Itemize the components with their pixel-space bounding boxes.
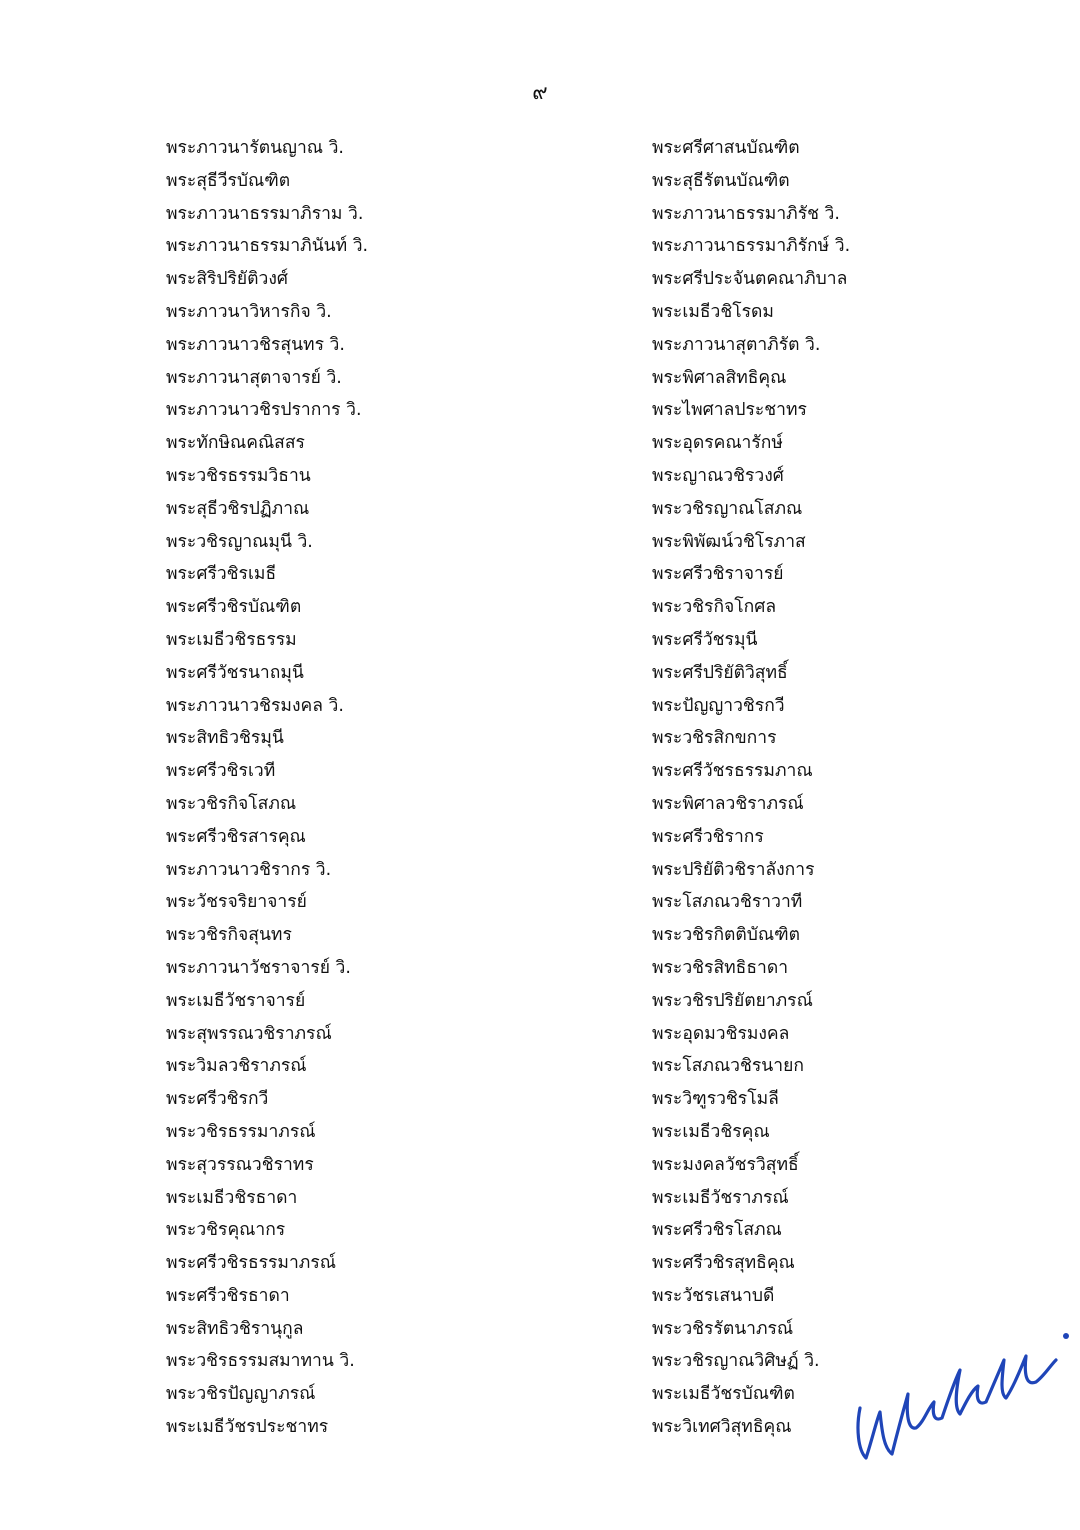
right-name-list-item: พระพิศาลสิทธิคุณ [652, 367, 787, 388]
right-name-list-item: พระปริยัติวชิราลังการ [652, 859, 815, 880]
right-name-list-item: พระศรีวชิรสุทธิคุณ [652, 1253, 795, 1274]
right-name-list-item: พระศรีประจันตคณาภิบาล [652, 269, 848, 290]
right-name-list-item: พระเมธีวัชราภรณ์ [652, 1187, 789, 1208]
right-name-list-item: พระวัชรเสนาบดี [652, 1285, 775, 1306]
left-name-list-item: พระสุธีวชิรปฏิภาณ [166, 498, 310, 519]
left-name-list-item: พระภาวนาธรรมาภินันท์ วิ. [166, 236, 369, 257]
left-name-list-item: พระศรีวัชรนาถมุนี [166, 662, 304, 683]
left-name-list [166, 132, 586, 1444]
right-name-list-item: พระไพศาลประชาทร [652, 400, 807, 421]
left-name-list-item: พระทักษิณคณิสสร [166, 433, 305, 454]
left-name-list-item: พระภาวนาวัชราจารย์ วิ. [166, 957, 351, 978]
right-name-list-item: พระวชิรญาณโสภณ [652, 498, 803, 519]
left-name-list-item: พระวชิรปัญญาภรณ์ [166, 1384, 316, 1405]
left-name-list-item: พระภาวนาวิหารกิจ วิ. [166, 301, 332, 322]
left-name-list-item: พระศรีวชิรเมธี [166, 564, 277, 585]
left-name-list-item: พระภาวนาวชิรากร วิ. [166, 859, 332, 880]
right-name-list-item: พระเมธีวัชรบัณฑิต [652, 1384, 795, 1405]
left-name-list-item: พระวชิรธรรมสมาทาน วิ. [166, 1351, 355, 1372]
left-name-list-item: พระสิริปริยัติวงศ์ [166, 269, 289, 290]
right-name-list [652, 132, 982, 1444]
right-name-list-item: พระศรีวชิรากร [652, 826, 764, 847]
right-name-list-item: พระพิศาลวชิราภรณ์ [652, 793, 804, 814]
left-name-list-item: พระศรีวชิรบัณฑิต [166, 597, 302, 618]
right-name-list-item: พระศรีวัชรธรรมภาณ [652, 761, 813, 782]
right-name-list-item: พระวชิรกิตติบัณฑิต [652, 925, 800, 946]
right-name-list-item: พระเมธีวชิโรดม [652, 301, 774, 322]
right-name-list-item: พระโสภณวชิราวาที [652, 892, 803, 913]
left-name-list-item: พระศรีวชิรสารคุณ [166, 826, 306, 847]
left-name-list-item: พระวชิรธรรมาภรณ์ [166, 1121, 316, 1142]
left-name-list-item: พระภาวนาสุตาจารย์ วิ. [166, 367, 342, 388]
left-name-list-item: พระสุวรรณวชิราทร [166, 1154, 314, 1175]
right-name-list-item: พระวิฑูรวชิรโมลี [652, 1089, 779, 1110]
right-name-list-item: พระศรีวชิรโสภณ [652, 1220, 782, 1241]
left-name-list-item: พระวชิรกิจสุนทร [166, 925, 292, 946]
left-name-list-item: พระศรีวชิรธาดา [166, 1285, 290, 1306]
right-name-list-item: พระภาวนาธรรมาภิรัช วิ. [652, 203, 840, 224]
right-name-list-item: พระศรีปริยัติวิสุทธิ์ [652, 662, 788, 683]
right-name-list-item: พระปัญญาวชิรกวี [652, 695, 785, 716]
left-name-list-item: พระภาวนาวชิรปราการ วิ. [166, 400, 362, 421]
left-name-list-item: พระสุธีวีรบัณฑิต [166, 170, 291, 191]
right-name-list-item: พระพิพัฒน์วชิโรภาส [652, 531, 806, 552]
right-name-list-item: พระศรีวัชรมุนี [652, 629, 758, 650]
left-name-list-item: พระสุพรรณวชิราภรณ์ [166, 1023, 332, 1044]
signature-mark [846, 1290, 1076, 1490]
left-name-list-item: พระศรีวชิรธรรมาภรณ์ [166, 1253, 336, 1274]
right-name-list-item: พระวชิรญาณวิศิษฏ์ วิ. [652, 1351, 820, 1372]
right-name-list-item: พระวชิรสิทธิธาดา [652, 957, 789, 978]
left-name-list-item: พระศรีวชิรกวี [166, 1089, 269, 1110]
right-name-list-item: พระเมธีวชิรคุณ [652, 1121, 770, 1142]
right-name-list-item: พระญาณวชิรวงศ์ [652, 465, 784, 486]
right-name-list-item: พระวชิรรัตนาภรณ์ [652, 1318, 794, 1339]
left-name-list-item: พระวชิรกิจโสภณ [166, 793, 297, 814]
left-name-list-item: พระภาวนาธรรมาภิราม วิ. [166, 203, 364, 224]
left-name-list-item: พระวชิรธรรมวิธาน [166, 465, 311, 486]
left-name-list-item: พระภาวนาวชิรสุนทร วิ. [166, 334, 345, 355]
left-name-list-item: พระเมธีวัชราจารย์ [166, 990, 306, 1011]
left-name-list-item: พระศรีวชิรเวที [166, 761, 276, 782]
right-name-list-item: พระศรีวชิราจารย์ [652, 564, 784, 585]
right-name-list-item: พระโสภณวชิรนายก [652, 1056, 804, 1077]
left-name-list-item: พระวัชรจริยาจารย์ [166, 892, 307, 913]
left-name-list-item: พระวชิรคุณากร [166, 1220, 286, 1241]
right-name-list-item: พระวชิรสิกขการ [652, 728, 777, 749]
left-name-list-item: พระภาวนาวชิรมงคล วิ. [166, 695, 344, 716]
right-name-list-item: พระศรีศาสนบัณฑิต [652, 138, 800, 158]
left-name-list-item: พระเมธีวชิรธรรม [166, 629, 297, 650]
left-name-list-item: พระสิทธิวชิรมุนี [166, 728, 284, 749]
left-name-list-item: พระสิทธิวชิรานุกูล [166, 1318, 304, 1339]
right-name-list-item: พระอุดมวชิรมงคล [652, 1023, 790, 1044]
right-name-list-item: พระภาวนาธรรมาภิรักษ์ วิ. [652, 236, 851, 257]
right-name-list-item: พระวิเทศวิสุทธิคุณ [652, 1417, 792, 1438]
left-name-list-item: พระเมธีวชิรธาดา [166, 1187, 298, 1208]
right-name-list-item: พระอุดรคณารักษ์ [652, 433, 783, 454]
right-name-list-item: พระสุธีรัตนบัณฑิต [652, 170, 790, 191]
page-number: ๙ [532, 80, 548, 104]
right-name-list-item: พระภาวนาสุตาภิรัต วิ. [652, 334, 821, 355]
left-name-list-item: พระวชิรญาณมุนี วิ. [166, 531, 313, 552]
left-name-list-item: พระภาวนารัตนญาณ วิ. [166, 138, 344, 158]
right-name-list-item: พระวชิรกิจโกศล [652, 597, 777, 618]
left-name-list-item: พระวิมลวชิราภรณ์ [166, 1056, 307, 1077]
left-name-list-item: พระเมธีวัชรประชาทร [166, 1417, 329, 1438]
right-name-list-item: พระวชิรปริยัตยาภรณ์ [652, 990, 813, 1011]
right-name-list-item: พระมงคลวัชรวิสุทธิ์ [652, 1154, 799, 1175]
